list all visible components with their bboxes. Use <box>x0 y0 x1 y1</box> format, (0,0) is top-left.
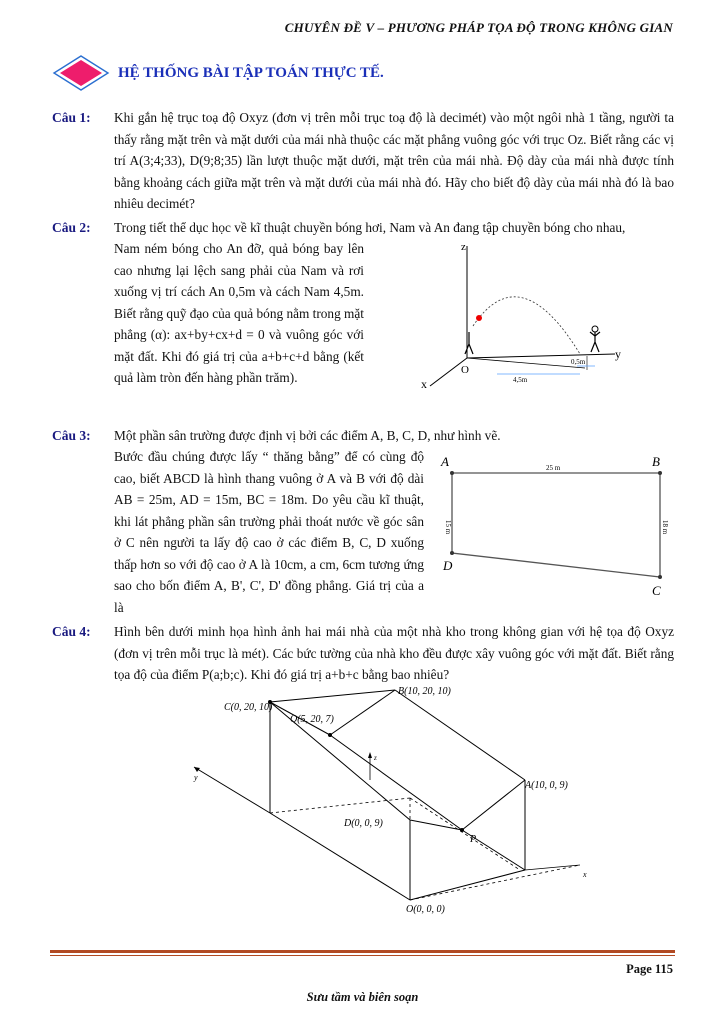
question-4-label: Câu 4: <box>52 624 91 639</box>
z-label: z <box>374 754 377 762</box>
page-number: Page 115 <box>626 962 673 976</box>
ball-path <box>473 297 580 354</box>
distance-an-label: 0,5m <box>571 358 586 366</box>
roof-edge-ba <box>395 690 525 780</box>
y-axis <box>194 767 270 813</box>
point-c-label: C <box>652 583 661 598</box>
ad-length-label: 15 m <box>444 520 452 535</box>
origin-label: O <box>461 364 469 376</box>
footer-rule <box>50 950 675 953</box>
ground-line <box>467 358 585 368</box>
origin-label: O(0, 0, 0) <box>406 904 445 915</box>
point-p-label: P <box>470 834 477 845</box>
y-label: y <box>615 347 621 361</box>
section-heading <box>52 55 384 91</box>
question-4-text: Hình bên dưới minh họa hình ảnh hai mái nhà của một nhà kho trong không gian với hệ tọa độ Oxyz (đơn vị trên mỗi trục là mét). Các bức tường của nhà kho đều được xây vuông góc với mặt đất. Biết rằng tọa độ của điểm P(a;b;c). Khi đó giá trị a+b+c bằng bao nhiêu? <box>114 624 674 682</box>
point-d-label: D(0, 0, 9) <box>344 818 383 829</box>
question-3-text: Bước đầu chúng được lấy “ thăng bằng” để có cùng độ cao, biết ABCD là hình thang vuông ở A và B với độ dài AB = 25m, AD = 15m, BC = 18m. Do yêu cầu kĩ thuật, khi lát phẳng phần sân trường phải thoát nước về góc sân ở C nên người ta lấy độ cao ở các điểm B, C, D xuống thấp hơn so với độ cao ở A là 10cm, a cm, 6cm tương ứng sao cho bốn điểm A, B', C', D' đồng phẳng. Giá trị của a là <box>114 449 424 615</box>
x-label: x <box>421 377 427 391</box>
warehouse-roof-figure <box>180 680 600 920</box>
question-2-label: Câu 2: <box>52 220 91 235</box>
diamond-icon <box>52 55 110 91</box>
question-2-text: Nam ném bóng cho An đỡ, quả bóng bay lên cao nhưng lại lệch sang phải của Nam và rơi xuống vị trí cách An 0,5m và cách Nam 4,5m. Biết rằng quỹ đạo của quả bóng nằm trong mặt phẳng (α): ax+by+cx+d = 0 và vuông góc với mặt đất. Khi đó giá trị của a+b+c+d bằng (kết quả làm tròn đến hàng phần trăm). <box>114 241 364 385</box>
question-3-line1: Một phần sân trường được định vị bởi các điểm A, B, C, D, như hình vẽ. <box>114 428 501 443</box>
ball-trajectory-figure <box>405 236 675 406</box>
point-q-label: Q(5, 20, 7) <box>290 714 334 725</box>
y-axis <box>467 354 615 358</box>
point-c-label: C(0, 20, 10) <box>224 702 273 713</box>
footer-credit: Sưu tầm và biên soạn <box>306 990 419 1004</box>
roof-ridge-cb <box>270 690 395 702</box>
distance-nam-label: 4,5m <box>513 376 528 384</box>
point-a-label: A(10, 0, 9) <box>525 780 568 791</box>
x-label: x <box>583 870 587 879</box>
chapter-header: CHUYÊN ĐỀ V – PHƯƠNG PHÁP TỌA ĐỘ TRONG KHÔNG GIAN <box>284 20 673 35</box>
yard-trapezoid <box>452 473 660 577</box>
question-2-line1: Trong tiết thể dục học về kĩ thuật chuyền bóng hơi, Nam và An đang tập chuyền bóng cho nhau, <box>114 220 626 235</box>
question-1-text: Khi gắn hệ trục toạ độ Oxyz (đơn vị trên mỗi trục toạ độ là decimét) vào một ngôi nhà 1 tầng, người ta thấy rằng mặt trên và mặt dưới của mái nhà thuộc các mặt phẳng vuông góc với trục Oz. Biết rằng các vị trí A(3;4;33), D(9;8;35) lần lượt thuộc mặt dưới, mặt trên của mái nhà. Độ dày của mái nhà được tính bằng khoảng cách giữa mặt trên và mặt dưới của mái nhà đó. Hãy cho biết độ dày của mái nhà đó là bao nhiêu decimét? <box>114 110 674 211</box>
point-d-label: D <box>443 558 453 573</box>
ball <box>476 315 482 321</box>
an-figure <box>590 332 600 352</box>
footer-rule-thin <box>50 955 675 956</box>
question-1-label: Câu 1: <box>52 110 91 125</box>
point-b-label: B <box>652 454 660 469</box>
point-a-label: A <box>441 454 449 469</box>
ab-length-label: 25 m <box>546 464 561 472</box>
question-3-label: Câu 3: <box>52 428 91 443</box>
nam-figure <box>465 332 473 354</box>
bc-length-label: 18 m <box>661 520 669 535</box>
z-label: z <box>461 241 466 253</box>
school-yard-figure <box>438 450 678 605</box>
y-label: y <box>194 773 198 782</box>
section-title: HỆ THỐNG BÀI TẬP TOÁN THỰC TẾ. <box>118 64 384 81</box>
point-b-label: B(10, 20, 10) <box>398 686 451 697</box>
